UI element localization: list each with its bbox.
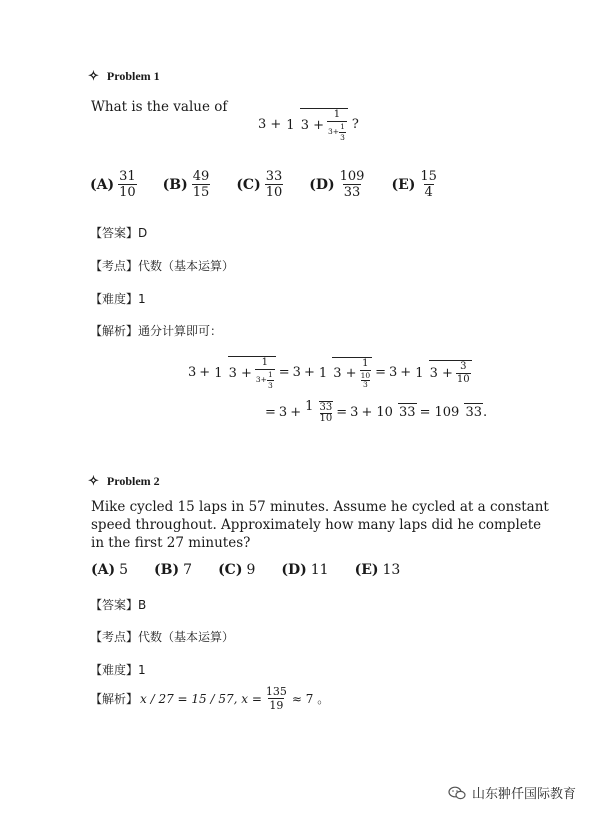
p2-analysis-den: 19 [269,699,284,712]
watermark-text: 山东翀仟国际教育 [472,787,577,802]
sol1-frac-b-num: 1 [318,366,328,381]
problem-1-title [88,68,160,84]
solution-line-2 [262,400,487,424]
expr-innermost-num: 1 [340,122,345,131]
choice-c-label: (C) [236,176,261,193]
wechat-icon [448,786,466,800]
problem-1-expression [258,108,359,141]
p2-choice-d[interactable] [281,562,328,578]
sol2-eq-3: = [419,404,431,420]
p2-choice-e[interactable] [355,562,401,578]
sol1-frac-b-inner-num: 1 [362,358,369,369]
p2-choice-e-label: (E) [354,562,379,578]
watermark [448,783,576,802]
sol1-frac-c-inner [456,362,471,385]
problem-2-question-line-2: speed throughout. Approximately how many laps did he complete [91,517,542,533]
sol1-frac-a-innermost [267,371,274,389]
sol1-frac-a-inner-den [255,369,275,389]
choice-b-fraction [192,170,211,199]
choice-a-den: 10 [119,185,136,200]
p2-choice-b-value: 7 [183,562,193,578]
p2-analysis-num: 135 [265,685,287,698]
choice-a[interactable] [90,170,137,199]
sol2-result [433,406,483,419]
expr-den-three: 3 + [300,118,325,133]
choice-a-label: (A) [90,176,115,193]
choice-e-label: (E) [391,176,416,193]
sol2-result-den: 33 [465,404,482,420]
sol2-frac-a [304,400,333,424]
sol2-frac-a-10: 10 [319,413,333,424]
sol2-plus: + [290,404,302,420]
p2-choice-a-label: (A) [91,562,116,578]
p2-choice-a[interactable] [91,562,128,578]
choice-d-num: 109 [339,169,365,184]
sol2-period: . [483,404,488,420]
sol1-plus-3: + [400,365,412,380]
choice-d[interactable] [309,170,365,199]
sol1-eq-2: = [375,365,387,380]
sol1-frac-a-num: 1 [214,366,223,381]
problem-1-choices [90,170,438,199]
p2-analysis-prefix: 【解析】 [90,692,139,706]
choice-b-den: 15 [192,185,210,200]
sol1-frac-c [414,360,471,385]
p2-choice-d-value: 11 [310,562,329,578]
sol1-frac-b-inner-den [360,370,372,388]
problem-2-answer: 【答案】B [90,598,147,612]
choice-e[interactable] [391,170,437,199]
p2-analysis-expr: x / 27 = 15 / 57, x = [140,691,262,706]
problem-2-topic: 【考点】代数（基本运算） [90,630,235,644]
p2-choice-c-label: (C) [218,562,243,578]
sol2-three-2: 3 [350,404,359,420]
choice-c[interactable] [236,170,283,199]
sol1-frac-b-ten: 10 [360,371,371,380]
expr-lead: 3 + [258,117,282,132]
problem-2-question-line-3: in the first 27 minutes? [91,535,251,551]
sol1-frac-c-den-three: 3 + [429,366,453,381]
choice-b[interactable] [163,170,211,199]
sol1-frac-b-den-three: 3 + [333,366,357,381]
sol1-frac-a-inner [255,358,275,389]
diamond-star-icon: ✧ [88,473,99,488]
problem-1-difficulty: 【难度】1 [90,292,146,306]
p2-choice-c-value: 9 [246,562,256,578]
sol1-frac-c-inner-den: 10 [456,374,470,385]
expr-inner-den [327,121,347,141]
sol1-frac-b-den [332,357,372,388]
sol1-frac-b-inner [360,359,372,388]
sol1-frac-a-den [228,356,276,389]
sol1-three: 3 [188,365,197,380]
problem-1-topic: 【考点】代数（基本运算） [90,259,235,273]
sol1-frac-a [213,356,276,389]
p2-analysis-tail: ≈ 7 。 [291,692,330,706]
problem-2-difficulty: 【难度】1 [90,663,146,677]
choice-e-fraction [419,170,438,199]
sol2-frac-b [375,406,416,419]
sol2-result-num: 109 [434,404,460,420]
sol1-three-3: 3 [389,365,398,380]
sol1-frac-a-innermost-num: 1 [267,370,273,379]
expr-fraction [285,108,348,141]
expr-innermost-den: 3 [340,132,345,142]
sol1-frac-a-inner-num: 1 [261,357,269,368]
sol1-plus-2: + [303,365,315,380]
sol1-eq-1: = [278,365,290,380]
choice-d-fraction [339,170,366,199]
sol2-frac-a-33: 33 [319,402,333,413]
sol1-plus: + [199,365,211,380]
sol1-frac-c-inner-num: 3 [460,361,467,372]
sol2-frac-a-den [319,401,334,424]
choice-b-num: 49 [192,169,210,184]
sol2-plus-2: + [361,404,373,420]
sol1-frac-b [318,357,372,388]
p2-choice-c[interactable] [218,562,255,578]
sol1-three-2: 3 [292,365,301,380]
sol1-frac-c-num: 1 [415,366,424,381]
expr-inner-num: 1 [333,109,341,120]
problem-1-analysis: 【解析】通分计算即可： [90,324,223,338]
solution-line-1 [188,356,472,389]
sol2-frac-a-num: 1 [305,399,314,414]
expr-question-mark: ? [351,117,359,132]
choice-e-den: 4 [424,185,433,200]
choice-d-den: 33 [343,185,361,200]
problem-1-title-text: Problem 1 [106,69,160,83]
choice-c-den: 10 [265,185,283,200]
expr-fraction-den [300,108,348,141]
problem-1-answer: 【答案】D [90,226,148,240]
problem-2-question-line-1: Mike cycled 15 laps in 57 minutes. Assume he cycled at a constant [91,499,549,515]
choice-e-num: 15 [420,169,437,184]
sol1-frac-a-den-three: 3 + [228,366,252,381]
problem-2-question [91,498,549,552]
sol2-three: 3 [278,404,288,420]
choice-b-label: (B) [162,176,188,193]
problem-2-title [88,473,160,489]
expr-inner-three: 3+ [328,127,340,137]
p2-choice-e-value: 13 [382,562,401,578]
sol2-eq-1: = [265,404,276,420]
sol1-frac-a-innermost-den: 3 [267,380,273,390]
sol2-frac-b-den: 33 [399,404,416,420]
choice-a-fraction [118,170,137,199]
sol1-frac-a-inner-three: 3+ [255,375,267,385]
p2-choice-d-label: (D) [281,562,307,578]
p2-choice-a-value: 5 [119,562,129,578]
p2-choice-b[interactable] [154,562,192,578]
sol2-frac-b-num: 10 [376,404,393,420]
problem-2-choices [91,562,400,578]
sol1-frac-b-three: 3 [362,379,368,389]
expr-innermost-fraction [339,123,346,141]
problem-2-analysis [90,686,329,711]
problem-2-title-text: Problem 2 [106,474,160,488]
sol2-eq-2: = [336,404,348,420]
sol1-frac-c-den [429,360,472,385]
expr-inner-fraction [327,110,347,141]
diamond-star-icon: ✧ [88,68,99,83]
p2-analysis-fraction [265,686,288,711]
choice-c-num: 33 [265,169,283,184]
p2-choice-b-label: (B) [154,562,180,578]
choice-c-fraction [265,170,284,199]
choice-a-num: 31 [119,169,136,184]
choice-d-label: (D) [309,176,335,193]
problem-1-question: What is the value of [91,99,228,115]
expr-fraction-num: 1 [286,118,295,133]
